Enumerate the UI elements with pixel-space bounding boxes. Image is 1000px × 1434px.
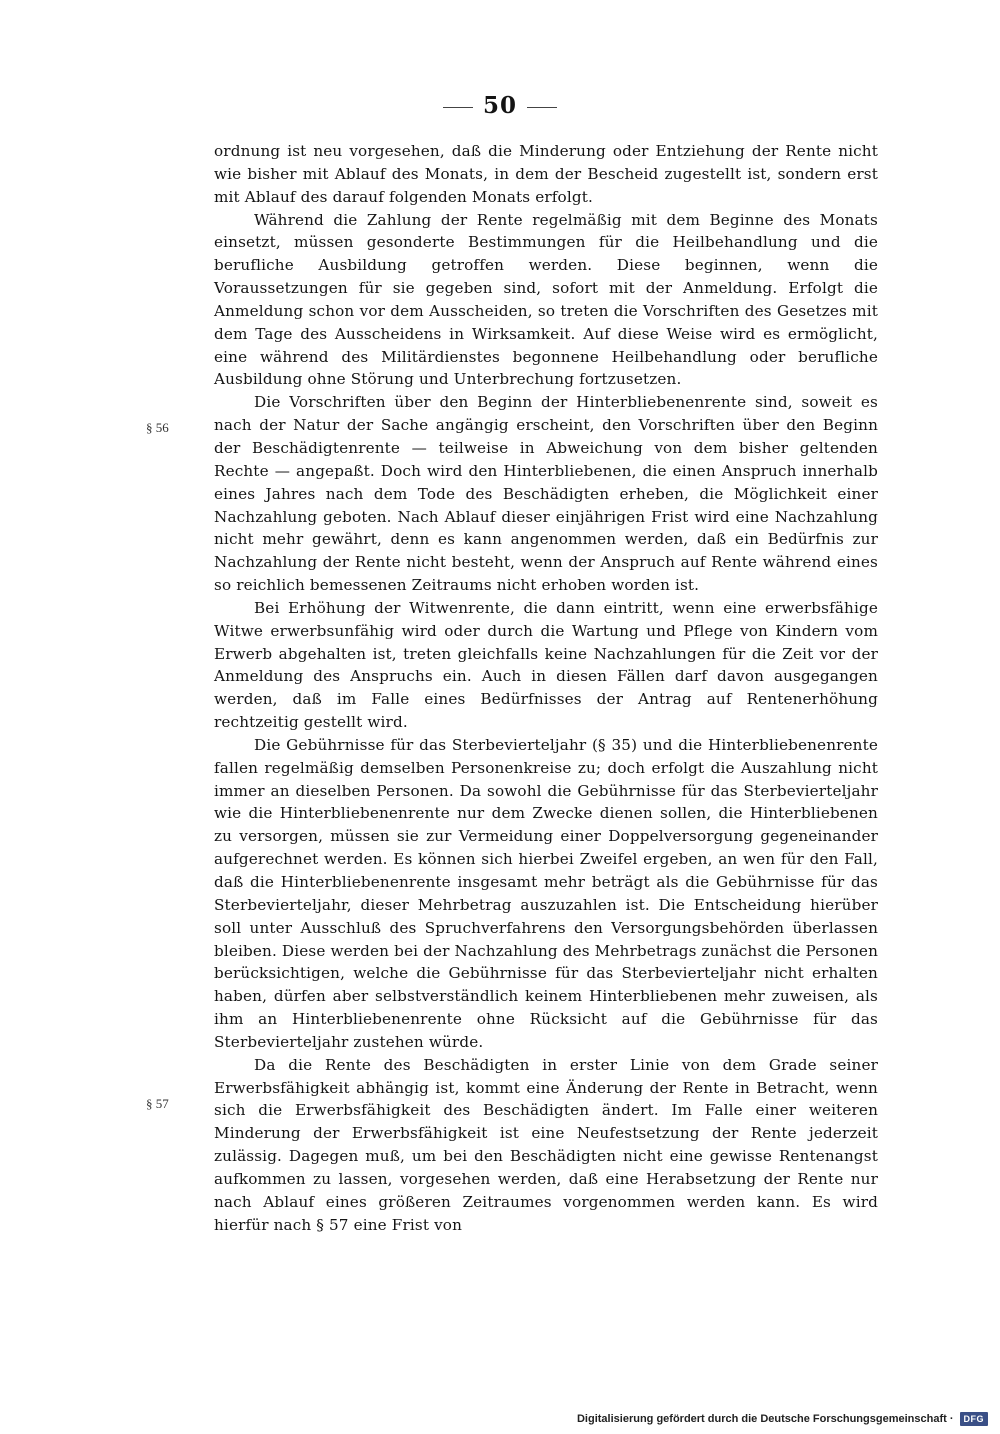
- margin-note-s57: § 57: [146, 1096, 169, 1111]
- right-dash: [527, 107, 557, 108]
- footer-text: Digitalisierung gefördert durch die Deutsche Forschungsgemeinschaft ·: [576, 1413, 954, 1425]
- body-text: [214, 140, 878, 1237]
- margin-note-s56: § 56: [146, 420, 169, 435]
- left-dash: [443, 107, 473, 108]
- paragraph-3: Die Vorschriften über den Beginn der Hinterbliebenenrente sind, soweit es nach der Natur der Sache angängig erscheint, den Vorschriften über den Beginn der Beschädigtenrente — teilweise in Abweichung von dem bisher geltenden Rechte — angepaßt. Doch wird den Hinterbliebenen, die einen Anspruch innerhalb eines Jahres nach dem Tode des Beschädigten erheben, die Möglichkeit einer Nachzahlung geboten. Nach Ablauf dieser einjährigen Frist wird eine Nachzahlung nicht mehr gewährt, denn es kann angenommen werden, daß ein Bedürfnis zur Nachzahlung der Rente nicht besteht, wenn der Anspruch auf Rente während eines so reichlich bemessenen Zeitraums nicht erhoben worden ist.: [214, 393, 878, 595]
- page-number: [0, 92, 1000, 119]
- paragraph-4: Bei Erhöhung der Witwenrente, die dann eintritt, wenn eine erwerbsfähige Witwe erwerbsunfähig wird oder durch die Wartung und Pflege von Kindern vom Erwerb abgehalten ist, treten gleichfalls keine Nachzahlungen für die Zeit vor der Anmeldung des Anspruchs ein. Auch in diesen Fällen darf davon ausgegangen werden, daß im Falle eines Bedürfnisses der Antrag auf Rentenerhöhung rechtzeitig gestellt wird.: [214, 598, 878, 732]
- footer: [577, 1412, 988, 1426]
- paragraph-6: Da die Rente des Beschädigten in erster Linie von dem Grade seiner Erwerbsfähigkeit abhängig ist, kommt eine Änderung der Rente in Betracht, wenn sich die Erwerbsfähigkeit des Beschädigten ändert. Im Falle einer weiteren Minderung der Erwerbsfähigkeit ist eine Neufestsetzung der Rente jederzeit zulässig. Dagegen muß, um bei den Beschädigten nicht eine gewisse Rentenangst aufkommen zu lassen, vorgesehen werden, daß eine Herabsetzung der Rente nur nach Ablauf eines größeren Zeitraumes vorgenommen werden kann. Es wird hierfür nach § 57 eine Frist von: [214, 1055, 878, 1234]
- dfg-logo-icon: DFG: [960, 1412, 989, 1426]
- paragraph-1: ordnung ist neu vorgesehen, daß die Minderung oder Entziehung der Rente nicht wie bisher mit Ablauf des Monats, in dem der Bescheid zugestellt ist, sondern erst mit Ablauf des darauf folgenden Monats erfolgt.: [214, 142, 878, 206]
- paragraph-5: Die Gebührnisse für das Sterbevierteljahr (§ 35) und die Hinterbliebenenrente fallen regelmäßig demselben Personenkreise zu; doch erfolgt die Auszahlung nicht immer an dieselben Personen. Da sowohl die Gebührnisse für das Sterbevierteljahr wie die Hinterbliebenenrente nur dem Zwecke dienen sollen, die Hinterbliebenen zu versorgen, müssen sie zur Vermeidung einer Doppelversorgung gegeneinander aufgerechnet werden. Es können sich hierbei Zweifel ergeben, an wen für den Fall, daß die Hinterbliebenenrente insgesamt mehr beträgt als die Gebührnisse für das Sterbevierteljahr, dieser Mehrbetrag auszuzahlen ist. Die Entscheidung hierüber soll unter Ausschluß des Spruchverfahrens den Versorgungsbehörden überlassen bleiben. Diese werden bei der Nachzahlung des Mehrbetrags zunächst die Personen berücksichtigen, welche die Gebührnisse für das Sterbevierteljahr nicht erhalten haben, dürfen aber selbstverständlich keinem Hinterbliebenen mehr zuweisen, als ihm an Hinterbliebenenrente ohne Rücksicht auf die Gebührnisse für das Sterbevierteljahr zustehen würde.: [214, 735, 878, 1051]
- paragraph-2: Während die Zahlung der Rente regelmäßig mit dem Beginne des Monats einsetzt, müssen gesonderte Bestimmungen für die Heilbehandlung und die berufliche Ausbildung getroffen werden. Diese beginnen, wenn die Voraussetzungen für sie gegeben sind, sofort mit der Anmeldung. Erfolgt die Anmeldung schon vor dem Ausscheiden, so treten die Vorschriften des Gesetzes mit dem Tage des Ausscheidens in Wirksamkeit. Auf diese Weise wird es ermöglicht, eine während des Militärdienstes begonnene Heilbehandlung oder berufliche Ausbildung ohne Störung und Unterbrechung fortzusetzen.: [214, 210, 878, 389]
- page-number-label: 50: [482, 92, 517, 119]
